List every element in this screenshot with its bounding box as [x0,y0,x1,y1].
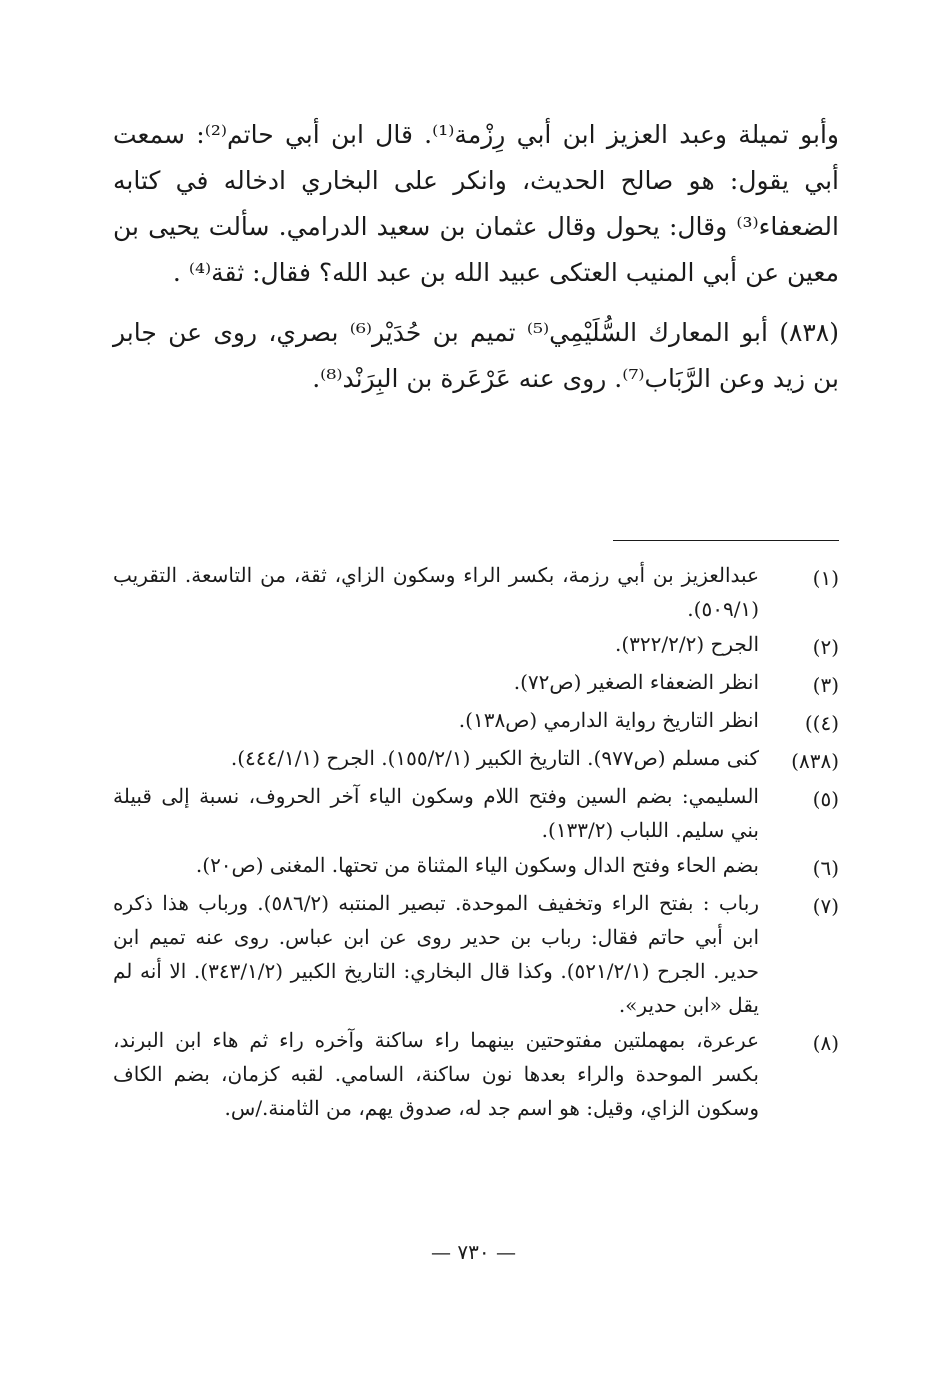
footnote-text: رباب : بفتح الراء وتخفيف الموحدة. تبصير المنتبه (٥٨٦/٢). ورباب هذا ذكره ابن أبي حاتم فقال: رباب بن حدير روى عن ابن عباس. روى عنه تميم ابن حدير. الجرح (٥٢١/٢/١). وكذا قال البخاري: التاريخ الكبير (٣٤٣/١/٢). الا أنه لم يقل «ابن حدير». [113,891,760,1017]
footnote-2 [113,627,839,664]
footnote-6 [113,848,839,885]
main-text-block [113,112,839,402]
footnote-text: السليمي: بضم السين وفتح اللام وسكون الياء آخر الحروف، نسبة إلى قبيلة بني سليم. اللباب (١٣٣/٢). [113,784,759,842]
footnote-text: بضم الحاء وفتح الدال وسكون الياء المثناة من تحتها. المغنى (ص٢٠). [195,853,759,877]
footnote-838 [113,741,839,778]
footnote-4 [113,703,839,740]
footnote-7 [113,886,839,1022]
footnote-text: عرعرة، بمهملتين مفتوحتين بينهما راء ساكنة وآخره راء ثم هاء ابن البرند، بكسر الموحدة والراء بعدها نون ساكنة، السامي. لقبه كزمان، بضم الكاف وسكون الزاي، وقيل: هو اسم جد له، صدوق يهم، من الثامنة./س. [113,1028,759,1120]
footnote-text: انظر التاريخ رواية الدارمي (ص١٣٨). [458,708,759,732]
footnote-5 [113,779,839,847]
footnote-text: كنى مسلم (ص٩٧٧). التاريخ الكبير (١٥٥/٢/١). الجرح (٤٤٤/١/١). [230,746,759,770]
footnote-text: عبدالعزيز بن أبي رزمة، بكسر الراء وسكون الزاي، ثقة، من التاسعة. التقريب (٥٠٩/١). [113,563,759,621]
footnote-number: (٤)) [804,711,839,735]
footnote-8 [113,1023,839,1125]
footnote-number: (٦) [812,856,839,880]
footnote-number: (٧) [812,894,839,918]
footnote-3 [113,665,839,702]
footnote-number: (٢) [812,635,839,659]
main-paragraph-1: وأبو تميلة وعبد العزيز ابن أبي رِزْمة⁽¹⁾. قال ابن أبي حاتم⁽²⁾: سمعت أبي يقول: هو صالح الحديث، وانكر على البخاري ادخاله في كتابه الضعفاء⁽³⁾ وقال: يحول وقال عثمان بن سعيد الدرامي. سألت يحيى بن معين عن أبي المنيب العتكى عبيد الله بن عبد الله؟ فقال: ثقة⁽⁴⁾ . [113,120,839,287]
footnote-number: (٥) [812,787,839,811]
footnote-text: انظر الضعفاء الصغير (ص٧٢). [513,670,759,694]
footnote-number: (٨٣٨) [791,749,839,773]
footnote-number: (٨) [812,1031,839,1055]
footnote-number: (١) [812,566,839,590]
page-number: — ٧٣٠ — [431,1240,516,1264]
footnote-separator [613,540,839,541]
footnote-1 [113,558,839,626]
footnotes-block [113,558,839,1126]
footnote-text: الجرح (٣٢٢/٢/٢). [614,632,759,656]
entry-838-paragraph: (٨٣٨) أبو المعارك السُّلَيْمِي⁽⁵⁾ تميم بن حُدَيْر⁽⁶⁾ بصري، روى عن جابر بن زيد وعن الرَّبَاب⁽⁷⁾. روى عنه عَرْعَرة بن البِرَنْد⁽⁸⁾. [113,318,840,393]
footnote-number: (٣) [812,673,839,697]
